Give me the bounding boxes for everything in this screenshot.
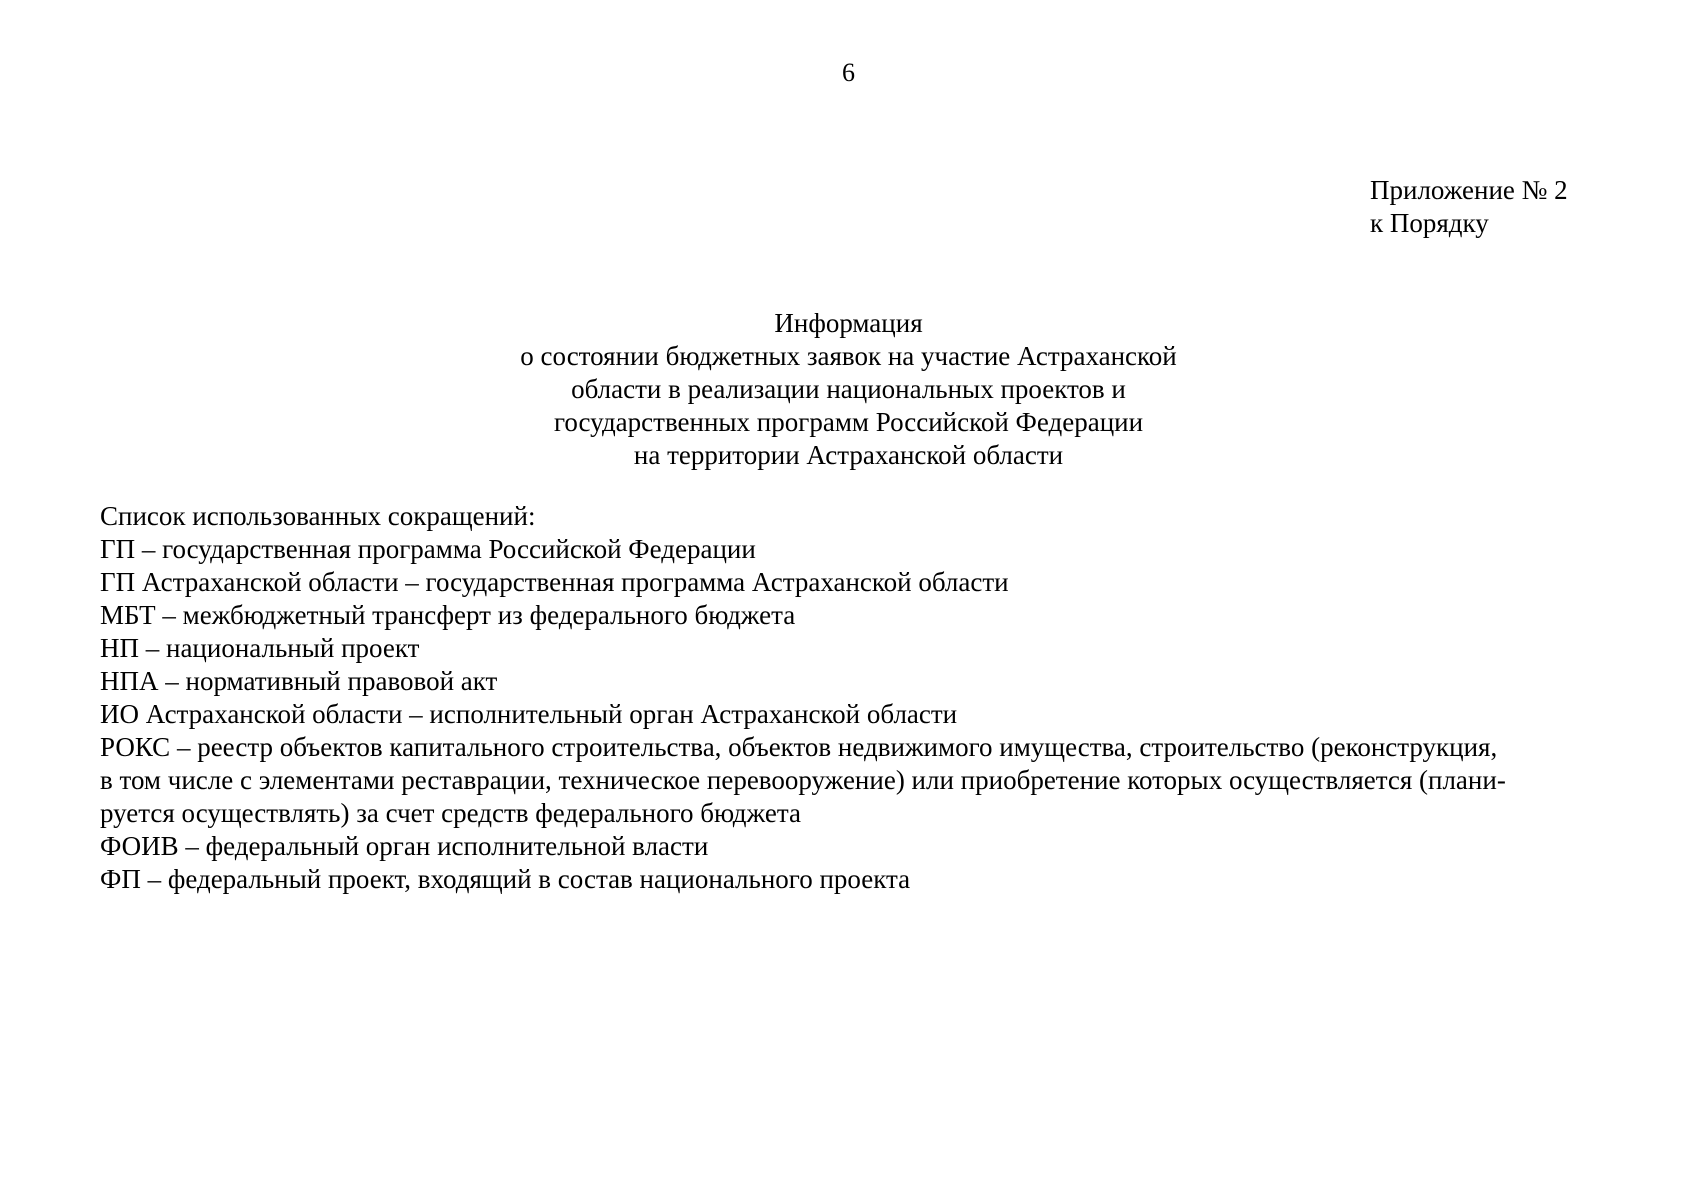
abbreviations-list — [100, 500, 1590, 896]
appendix-reference — [1370, 174, 1568, 240]
abbreviation-item: ГП – государственная программа Российской Федерации — [100, 534, 756, 564]
page-number: 6 — [842, 58, 855, 87]
title-line-3: области в реализации национальных проектов и — [571, 374, 1126, 404]
abbreviation-item-continuation: руется осуществлять) за счет средств федерального бюджета — [100, 798, 801, 828]
abbreviation-item: ГП Астраханской области – государственная программа Астраханской области — [100, 567, 1009, 597]
abbreviation-item: ФОИВ – федеральный орган исполнительной власти — [100, 831, 709, 861]
title-line-2: о состоянии бюджетных заявок на участие Астраханской — [520, 341, 1177, 371]
abbreviations-heading: Список использованных сокращений: — [100, 501, 536, 531]
abbreviation-item-continuation: в том числе с элементами реставрации, техническое перевооружение) или приобретение которых осуществляется (плани- — [100, 765, 1506, 795]
abbreviation-item: НП – национальный проект — [100, 633, 420, 663]
abbreviation-item: НПА – нормативный правовой акт — [100, 666, 498, 696]
abbreviation-item: РОКС – реестр объектов капитального строительства, объектов недвижимого имущества, строительство (реконструкция, — [100, 732, 1498, 762]
abbreviation-item: ФП – федеральный проект, входящий в состав национального проекта — [100, 864, 911, 894]
title-line-5: на территории Астраханской области — [633, 440, 1064, 470]
title-line-4: государственных программ Российской Федерации — [553, 407, 1144, 437]
abbreviation-item: ИО Астраханской области – исполнительный орган Астраханской области — [100, 699, 958, 729]
appendix-line-1: Приложение № 2 — [1370, 175, 1568, 205]
title-line-1: Информация — [774, 308, 923, 338]
document-title — [0, 307, 1697, 472]
abbreviation-item: МБТ – межбюджетный трансферт из федерального бюджета — [100, 600, 796, 630]
appendix-line-2: к Порядку — [1370, 208, 1489, 238]
